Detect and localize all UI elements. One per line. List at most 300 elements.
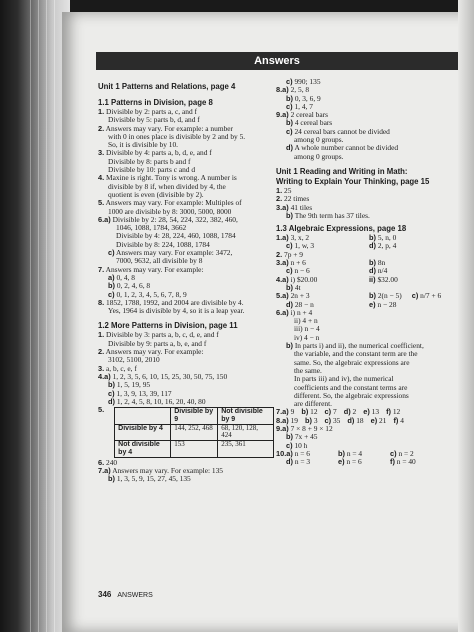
question-number: 5.a) (276, 292, 289, 301)
answer-text: 25 (284, 186, 292, 195)
part-label: c) (324, 416, 332, 425)
answer-pair (393, 417, 404, 425)
answer-line (98, 158, 274, 166)
question-number: 1.a) (276, 234, 289, 243)
part-label: e) (338, 458, 345, 467)
table-cell: 235, 361 (218, 441, 274, 458)
answer-line (98, 183, 274, 191)
answer-left (286, 267, 369, 275)
answer-text: 1, 3, 5, 9, 15, 27, 45, 135 (116, 475, 191, 484)
answer-text: Divisible by 8: parts b and f (108, 157, 191, 166)
question-number: c) (286, 127, 293, 136)
answer-line (276, 128, 458, 136)
answer-text: a, b, c, e, f (106, 364, 137, 373)
part-label: d) (286, 458, 293, 467)
answer-text: n = 4 (346, 449, 363, 458)
answer-line (98, 257, 274, 265)
answer-text: 2, 5, 8 (290, 86, 310, 95)
answer-pair (390, 450, 442, 458)
answer-text: n/4 (377, 267, 388, 276)
table-cell: 144, 252, 468 (171, 424, 218, 441)
answer-line (98, 224, 274, 232)
right-column (276, 78, 458, 466)
answer-left (294, 325, 377, 333)
answer-text: So, it is divisible by 10. (108, 141, 179, 150)
question-number: c) (286, 267, 293, 276)
answer-right (369, 292, 402, 300)
reading-answers (276, 187, 458, 220)
part-label: c) (324, 408, 332, 417)
answer-line (98, 116, 274, 124)
answer-line (98, 291, 274, 299)
table-row (115, 424, 274, 441)
answer-line (98, 141, 274, 149)
answer-line (276, 153, 458, 161)
answer-text: Answers may vary. For example: 3472, (116, 249, 233, 258)
question-number: 5. (98, 199, 105, 208)
question-number: 3. (98, 149, 105, 158)
page-edge (458, 0, 474, 632)
answer-left (286, 284, 369, 292)
answer-line (98, 199, 274, 207)
question-number: 1. (98, 108, 105, 116)
answer-pair (344, 408, 357, 416)
answer-left (294, 317, 377, 325)
answer-text: Divisible by 3: parts a, b, c, d, e, and f (106, 331, 219, 340)
question-number: 4. (98, 174, 105, 183)
answer-text: The 9th term has 37 tiles. (294, 211, 370, 220)
answer-text: n = 6 (346, 458, 362, 467)
answer-text: 2 cereal bars (290, 111, 328, 120)
answer-line (276, 78, 458, 86)
answer-text: 3 (313, 416, 318, 425)
answer-pair (305, 417, 318, 425)
answer-line (276, 195, 458, 203)
section-1-1-answers (98, 108, 274, 315)
answer-pair (276, 450, 338, 458)
answer-line (276, 417, 458, 425)
answer-text: n/7 + 6 (420, 292, 442, 301)
answer-text: iii) n − 4 (294, 325, 320, 334)
answer-text: Answers may vary. For example: (105, 348, 204, 357)
answer-line (98, 133, 274, 141)
table-header-row (115, 408, 274, 425)
part-label: b) (369, 292, 376, 301)
answer-left (276, 234, 369, 242)
answer-line (276, 242, 458, 250)
answer-line (98, 274, 274, 282)
question-number: c) (108, 249, 115, 258)
answer-text: 0, 4, 8 (116, 273, 135, 282)
answer-text: Answers may vary. For example: (105, 265, 204, 274)
answer-line (98, 475, 274, 483)
question-number: 9.a) (276, 424, 289, 433)
question-10 (276, 450, 458, 467)
answer-line (98, 108, 274, 116)
question-number: 8.a) (276, 86, 289, 95)
part-label: b) (369, 259, 376, 268)
question-number: 2. (98, 348, 105, 357)
question-6b-answer (276, 342, 458, 408)
answer-line (276, 111, 458, 119)
answer-text: 990; 135 (294, 78, 321, 86)
question-number: 3.a) (276, 203, 289, 212)
answer-text: 12 (310, 408, 318, 417)
answer-text: 1, 3, 9, 13, 39, 117 (116, 389, 172, 398)
part-label: d) (343, 408, 351, 417)
question-number: b) (286, 342, 293, 351)
answer-line (276, 144, 458, 152)
part-label: b) (301, 408, 309, 417)
answer-text: Answers may vary. For example: Multiples of (105, 199, 242, 208)
answer-line (98, 467, 274, 475)
question-9 (276, 425, 458, 450)
part-label: b) (369, 234, 376, 243)
table-header (115, 408, 171, 425)
answer-line (98, 307, 274, 315)
section-title-1-3: 1.3 Algebraic Expressions, page 18 (276, 224, 407, 234)
answer-line (98, 149, 274, 157)
answer-pair (325, 417, 341, 425)
table-cell: 68, 120, 128, 424 (218, 424, 274, 441)
answer-text: Answers may vary. For example: a number (105, 124, 234, 133)
answer-text: 2 (352, 408, 357, 417)
answer-text: 1, 2, 3, 5, 6, 10, 15, 25, 30, 50, 75, 150 (112, 372, 228, 381)
answer-text: n = 2 (398, 449, 414, 458)
row-header: Divisible by 4 (115, 424, 171, 441)
question-number: d) (108, 397, 115, 406)
answer-line (276, 334, 458, 342)
answer-line (276, 384, 458, 392)
answer-line (98, 356, 274, 364)
part-label: ii) (369, 275, 376, 284)
answer-line (98, 216, 274, 224)
question-number: b) (108, 282, 115, 291)
answer-text: 1, 4, 7 (294, 102, 313, 111)
answer-line (276, 267, 458, 275)
answer-line (98, 299, 274, 307)
answer-line (98, 266, 274, 274)
part-label: b) (305, 416, 312, 425)
answer-text: different. So, the algebraic expressions (294, 391, 409, 400)
answers-header: Answers (96, 52, 458, 70)
answer-text: 8n (377, 259, 386, 268)
answer-line (276, 212, 458, 220)
question-number: b) (286, 211, 293, 220)
answer-line (276, 342, 458, 350)
question-number: c) (286, 102, 293, 111)
answer-text: n = 6 (294, 449, 310, 458)
answer-line (276, 408, 458, 416)
section-title-1-1: 1.1 Patterns in Division, page 8 (98, 98, 213, 107)
answer-line (276, 187, 458, 195)
answer-text: 7000, 9632, all divisible by 8 (116, 257, 203, 266)
question-number: c) (286, 242, 293, 251)
answer-text: Divisible by 9: parts a, b, e, and f (108, 339, 207, 348)
continued-answers (276, 78, 458, 161)
page-footer (98, 590, 153, 599)
part-label: c) (390, 449, 397, 458)
answer-line (276, 86, 458, 94)
answer-line (98, 282, 274, 290)
part-label: d) (369, 242, 376, 251)
answer-text: In parts i) and ii), the numerical coefficient, (294, 342, 424, 351)
answer-text: Yes, 1964 is divisible by 4, so it is a leap year. (108, 307, 245, 316)
answer-text: 41 tiles (290, 203, 313, 212)
answer-line (276, 375, 458, 383)
answer-text: Divisible by 2: 28, 54, 224, 322, 382, 460, (112, 215, 238, 224)
answer-text: 5, n, 0 (377, 234, 397, 243)
answer-line (276, 251, 458, 259)
answer-text: 3, x, 2 (290, 234, 310, 243)
answer-line (98, 125, 274, 133)
answer-line (276, 317, 458, 325)
answer-pair (286, 458, 338, 466)
answer-line (276, 458, 458, 466)
answer-text: 12 (392, 408, 401, 417)
answer-left (286, 242, 369, 250)
answer-text: $32.00 (377, 275, 398, 284)
answer-right (369, 242, 396, 250)
answer-text: Divisible by 10: parts c and d (108, 166, 196, 175)
answer-text: Answers may vary. For example: 135 (112, 467, 223, 476)
answer-text: among 0 groups. (294, 152, 344, 161)
answer-left (276, 259, 369, 267)
question-number: 7. (98, 265, 105, 274)
question-number: 1. (276, 186, 283, 195)
question-number: b) (286, 433, 293, 442)
question-number: d) (286, 144, 293, 153)
answer-pair (363, 408, 379, 416)
answer-text: 4 cereal bars (294, 119, 333, 128)
answer-line (276, 433, 458, 441)
answer-text: 2n + 3 (290, 292, 310, 301)
answer-text: 2, p, 4 (377, 242, 397, 251)
table-cell: 153 (171, 441, 218, 458)
question-number: 3.a) (276, 259, 289, 268)
answer-text: 28 − n (294, 300, 314, 309)
answer-line (276, 450, 458, 458)
part-label: c) (411, 292, 419, 301)
question-number: c) (286, 441, 293, 450)
answer-text: 4t (294, 283, 301, 292)
answer-right (369, 267, 387, 275)
question-5-row (98, 406, 274, 459)
answer-pair (325, 408, 337, 416)
unit-title: Unit 1 Patterns and Relations, page 4 (98, 82, 236, 91)
row-header: Not divisible by 4 (115, 441, 171, 458)
answer-text: 0, 3, 6, 9 (294, 94, 321, 103)
answer-text: Divisible by 5: parts b, d, and f (108, 116, 200, 125)
answer-line (98, 340, 274, 348)
answer-text: Divisible by 8: 224, 1088, 1784 (116, 240, 210, 249)
answer-text: 1852, 1788, 1992, and 2004 are divisible by 4. (106, 298, 244, 307)
answer-pair (276, 408, 294, 416)
answer-text: 13 (371, 408, 380, 417)
answer-text: among 0 groups. (294, 136, 344, 145)
question-number: b) (286, 283, 293, 292)
question-number: 4.a) (276, 275, 289, 284)
answer-pair (338, 450, 390, 458)
answer-text: with 0 in ones place is divisible by 2 and by 5. (108, 132, 246, 141)
question-number: 9.a) (276, 111, 289, 120)
question-number: b) (108, 475, 115, 484)
section-1-2-answers (98, 331, 274, 406)
answer-line (276, 367, 458, 375)
answer-right (369, 276, 398, 284)
answer-line (276, 204, 458, 212)
answer-text: 1, 5, 19, 95 (116, 381, 151, 390)
answer-line (98, 174, 274, 182)
answer-text: 9 (290, 408, 295, 417)
page-number: 346 (98, 590, 112, 599)
question-number: 5. (98, 405, 105, 415)
book-spine (0, 0, 70, 632)
answer-line (98, 249, 274, 257)
reading-title-2: Writing to Explain Your Thinking, page 15 (276, 176, 430, 186)
answer-line (276, 119, 458, 127)
answer-left (276, 292, 369, 300)
answer-line (276, 136, 458, 144)
left-column (98, 82, 274, 484)
answer-text: i) $20.00 (290, 275, 318, 284)
part-label: 8.a) (276, 416, 289, 425)
answer-text: Divisible by 4: 28, 224, 460, 1088, 1784 (116, 232, 236, 241)
reading-title: Unit 1 Reading and Writing in Math: (276, 166, 408, 176)
question-number: c) (108, 290, 115, 299)
answer-text: n − 6 (294, 267, 310, 276)
answer-line (98, 241, 274, 249)
answer-right (369, 259, 385, 267)
question-number: c) (108, 389, 115, 398)
answer-pair (301, 408, 317, 416)
section-title-1-2: 1.2 More Patterns in Division, page 11 (98, 321, 238, 331)
footer-label: ANSWERS (117, 592, 153, 599)
answer-text: the same. (294, 366, 322, 375)
part-label: e) (363, 408, 370, 417)
answer-line (98, 373, 274, 381)
table-header: Divisible by 9 (171, 408, 218, 425)
answer-line (276, 400, 458, 408)
answer-pair (371, 417, 387, 425)
answer-text: 0, 2, 4, 6, 8 (116, 282, 151, 291)
answer-text: 21 (379, 416, 387, 425)
answer-line (276, 103, 458, 111)
answer-text: 22 times (284, 195, 310, 204)
answer-text: Divisible by 2: parts a, c, and f (106, 108, 197, 116)
answer-line (276, 325, 458, 333)
question-number: c) (286, 78, 293, 86)
question-number: 2. (98, 124, 105, 133)
question-number: 3. (98, 364, 105, 373)
question-number: 2. (276, 250, 283, 259)
question-number: 6.a) (98, 215, 111, 224)
answer-text: 1, 2, 4, 5, 8, 10, 16, 20, 40, 80 (116, 397, 206, 406)
answer-line (98, 365, 274, 373)
answer-text: 7 (332, 408, 337, 417)
answer-text: Maxine is right. Tony is wrong. A number is (106, 174, 237, 183)
answer-text: 35 (332, 416, 341, 425)
question-number: b) (286, 119, 293, 128)
part-label: f) (390, 458, 395, 467)
part-label: f) (393, 416, 399, 425)
answer-line (98, 390, 274, 398)
question-number: d) (286, 300, 293, 309)
table-header: Not divisible by 9 (218, 408, 274, 425)
answer-line (276, 309, 458, 317)
answer-text: 10 h (294, 441, 308, 450)
answer-text: the variable, and the constant term are the (294, 350, 418, 359)
answer-text: n + 6 (290, 259, 306, 268)
answer-text: divisible by 8 if, when divided by 4, the (108, 182, 226, 191)
answer-pair (390, 458, 442, 466)
question-number: 6. (98, 458, 105, 467)
answer-text: 3102, 5100, 2010 (108, 356, 160, 365)
answer-text: A whole number cannot be divided (294, 144, 399, 153)
answer-text: iv) 4 − n (294, 333, 320, 342)
part-label: b) (338, 449, 345, 458)
answer-text: ii) 4 + n (294, 317, 318, 326)
part-label: d) (347, 416, 355, 425)
answer-text: 19 (290, 416, 298, 425)
answer-text: 1, w, 3 (294, 242, 315, 251)
answer-left (286, 301, 369, 309)
answer-text: 1000 are divisible by 8: 3000, 5000, 8000 (108, 207, 232, 216)
questions-7-8 (276, 408, 458, 425)
answer-line (98, 232, 274, 240)
answer-line (98, 331, 274, 339)
answer-text: 2(n − 5) (377, 292, 402, 301)
question-number: a) (108, 273, 115, 282)
answer-pair (338, 458, 390, 466)
question-number: b) (108, 381, 115, 390)
table-row (115, 441, 274, 458)
question-number: 1. (98, 331, 105, 340)
answer-line (276, 392, 458, 400)
answer-text: 7x + 45 (294, 433, 318, 442)
answer-line (276, 301, 458, 309)
answer-right-2 (412, 292, 441, 300)
answer-text: 240 (106, 458, 118, 467)
answer-text: n = 3 (294, 458, 311, 467)
answer-line (98, 191, 274, 199)
answer-text: quotient is even (divisible by 2). (108, 190, 204, 199)
answer-text: 7 × 8 + 9 × 12 (290, 424, 333, 433)
answer-line (276, 95, 458, 103)
answer-line (98, 381, 274, 389)
answer-line (276, 350, 458, 358)
part-label: e) (370, 416, 378, 425)
answer-line (98, 459, 274, 467)
question-number: 4.a) (98, 372, 111, 381)
answer-text: same. So, the algebraic expressions are (294, 358, 410, 367)
question-number: b) (286, 94, 293, 103)
question-number: 7.a) (98, 467, 111, 476)
question-number: 6.a) (276, 308, 289, 317)
answer-right (369, 234, 396, 242)
answer-pair (386, 408, 400, 416)
answer-line (98, 348, 274, 356)
answer-text: 1046, 1088, 1784, 3662 (116, 224, 187, 233)
answer-line (98, 398, 274, 406)
answer-line (276, 234, 458, 242)
answer-line (276, 425, 458, 433)
answer-line (276, 284, 458, 292)
part-label: 7.a) (276, 408, 289, 417)
answer-line (276, 259, 458, 267)
answer-line (276, 276, 458, 284)
answer-text: coefficients and the constant terms are (294, 383, 408, 392)
